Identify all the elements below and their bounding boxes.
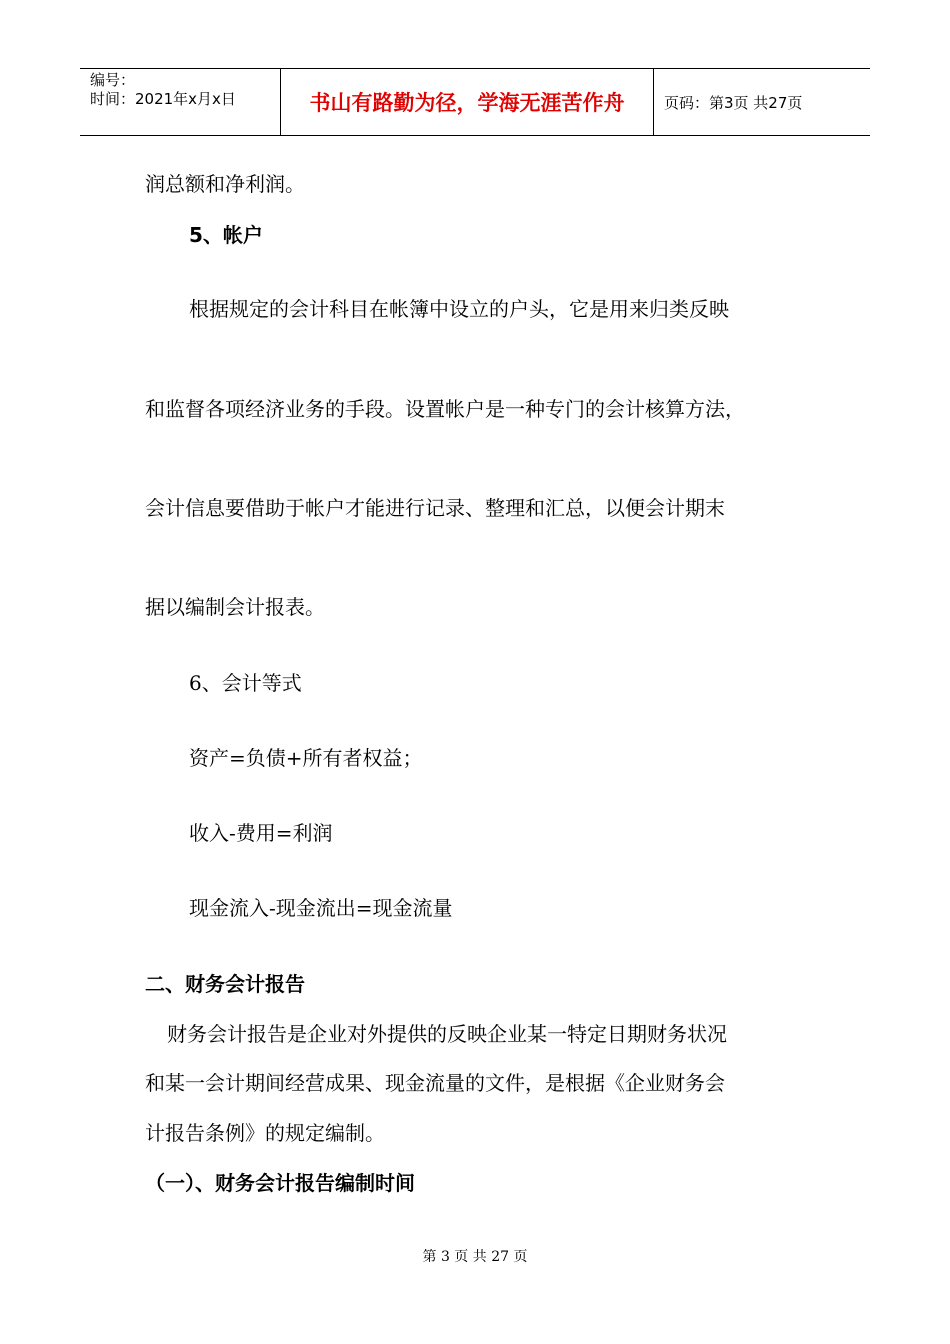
paragraph-line: 和监督各项经济业务的手段。设置帐户是一种专门的会计核算方法， — [145, 397, 745, 421]
equation-line: 现金流入-现金流出=现金流量 — [189, 896, 453, 920]
equation-line: 资产=负债+所有者权益； — [189, 746, 423, 770]
header-meta — [80, 69, 281, 135]
equation-line: 收入-费用=利润 — [189, 821, 333, 845]
document-date: 时间：2021年x月x日 — [90, 90, 236, 108]
paragraph-line: 根据规定的会计科目在帐簿中设立的户头，它是用来归类反映 — [189, 297, 729, 321]
paragraph-line: 润总额和净利润。 — [145, 172, 305, 196]
paragraph-line: 计报告条例》的规定编制。 — [145, 1121, 385, 1145]
section-heading: 5、帐户 — [189, 223, 263, 247]
paragraph-line: 和某一会计期间经营成果、现金流量的文件，是根据《企业财务会 — [145, 1071, 725, 1095]
paragraph-line: 会计信息要借助于帐户才能进行记录、整理和汇总，以便会计期末 — [145, 496, 725, 520]
paragraph-line: 财务会计报告是企业对外提供的反映企业某一特定日期财务状况 — [167, 1022, 727, 1046]
page-header — [80, 68, 870, 136]
section-heading: 6、会计等式 — [189, 671, 302, 695]
chapter-heading: 二、财务会计报告 — [145, 972, 305, 996]
paragraph-line: 据以编制会计报表。 — [145, 595, 325, 619]
header-page-info: 页码：第3页 共27页 — [664, 93, 803, 112]
page-footer: 第 3 页 共 27 页 — [422, 1249, 528, 1265]
subsection-heading: （一）、财务会计报告编制时间 — [145, 1171, 415, 1195]
document-number: 编号： — [90, 71, 136, 89]
header-motto: 书山有路勤为径，学海无涯苦作舟 — [281, 69, 654, 135]
